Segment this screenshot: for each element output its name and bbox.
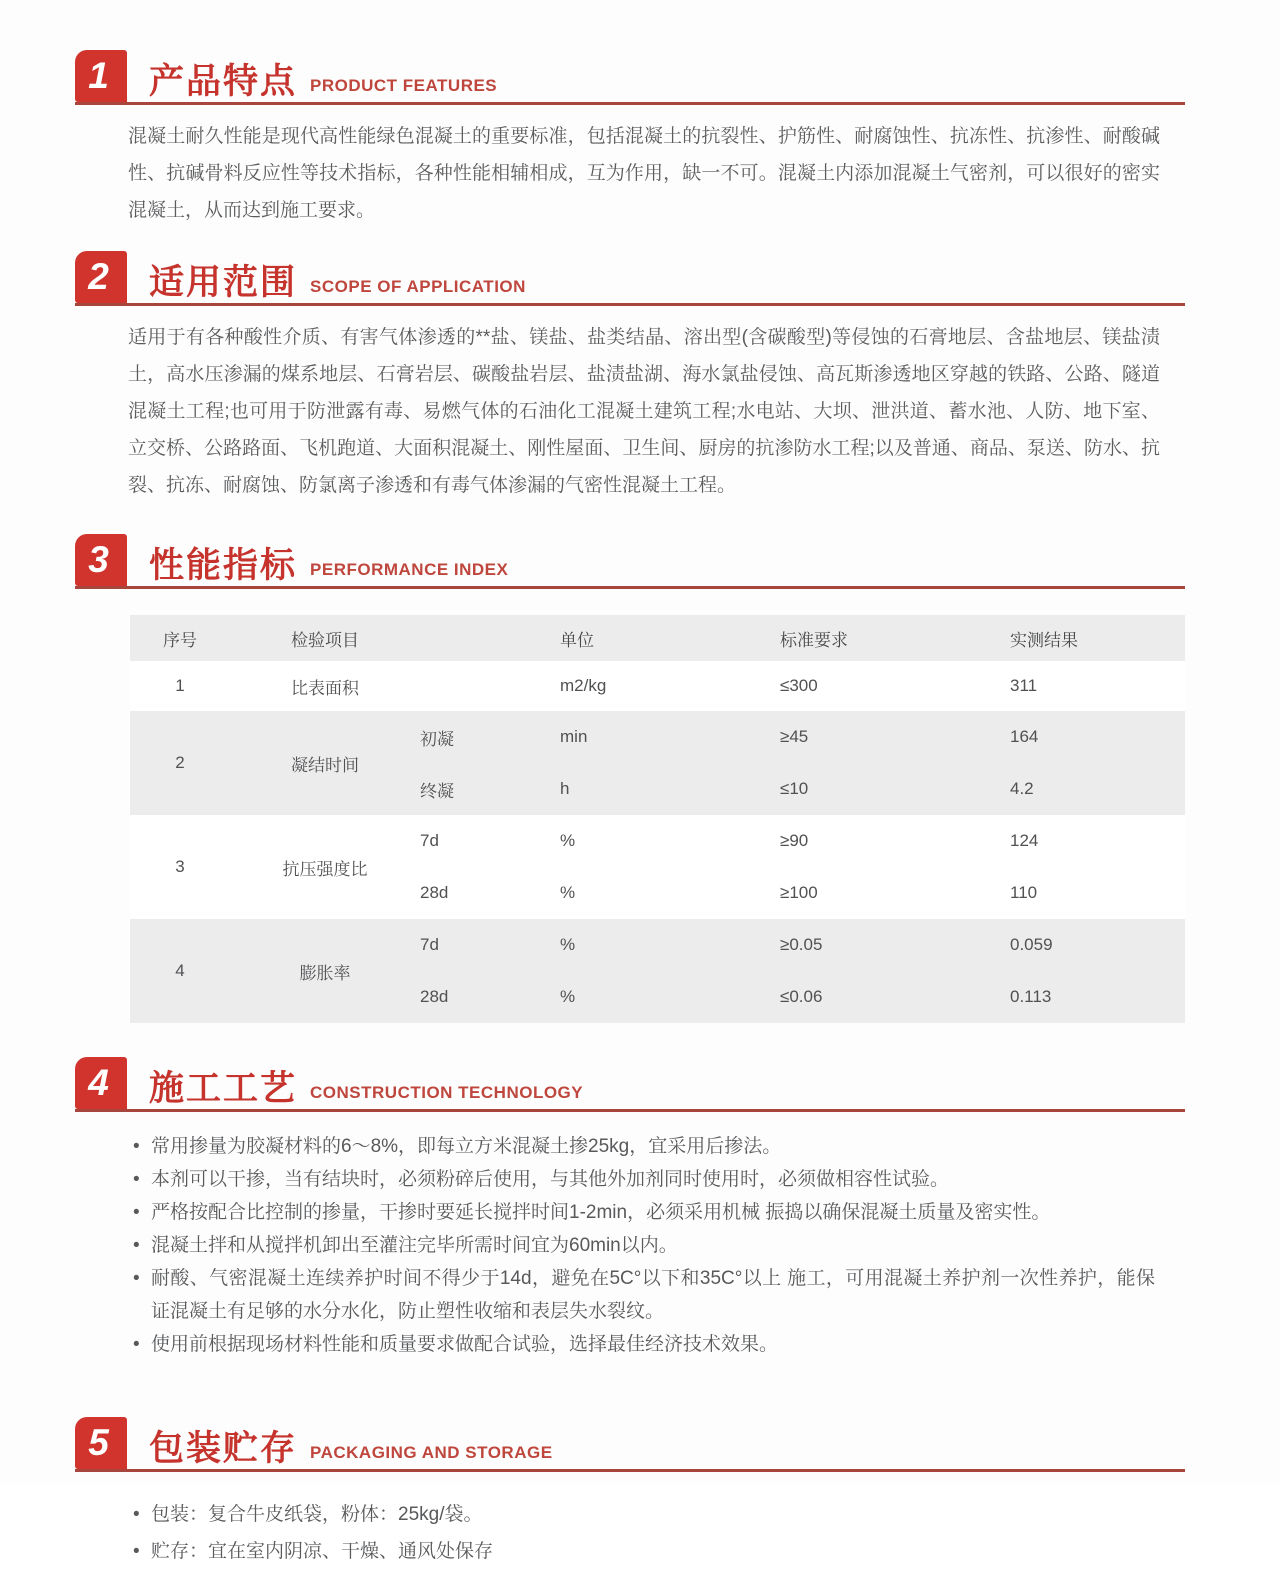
cell-result: 124: [1010, 831, 1039, 850]
cell-item: 比表面积: [291, 678, 359, 698]
section-scope-of-application: [75, 251, 1185, 504]
section-5-number-badge: 5: [75, 1417, 127, 1469]
section-2-paragraph: 适用于有各种酸性介质、有害气体渗透的**盐、镁盐、盐类结晶、溶出型(含碳酸型)等侵蚀的石膏地层、含盐地层、镁盐渍土，高水压渗漏的煤系地层、石膏岩层、碳酸盐岩层、盐渍盐湖、海水氯盐侵蚀、高瓦斯渗透地区穿越的铁路、公路、隧道混凝土工程;也可用于防泄露有毒、易燃气体的石油化工混凝土建筑工程;水电站、大坝、泄洪道、蓄水池、人防、地下室、立交桥、公路路面、飞机跑道、大面积混凝土、刚性屋面、卫生间、厨房的抗渗防水工程;以及普通、商品、泵送、防水、抗裂、抗冻、耐腐蚀、防氯离子渗透和有毒气体渗漏的气密性混凝土工程。: [128, 327, 1160, 496]
cell-seq: 1: [175, 676, 185, 695]
section-product-features: [75, 50, 1185, 229]
cell-seq: 3: [175, 857, 185, 876]
section-5-title-en: PACKAGING AND STORAGE: [310, 1443, 553, 1462]
cell-result: 311: [1010, 676, 1038, 695]
header-result: 实测结果: [1010, 630, 1078, 650]
section-3-header: [75, 534, 1185, 589]
cell-unit: min: [560, 727, 588, 746]
cell-unit: %: [560, 831, 576, 850]
table-row: [130, 661, 1185, 711]
list-item: • 本剂可以干掺，当有结块时，必须粉碎后使用，与其他外加剂同时使用时，必须做相容性试验。: [133, 1163, 1155, 1196]
cell-item: 膨胀率: [299, 963, 351, 983]
section-4-number-badge: 4: [75, 1057, 127, 1109]
cell-unit: %: [560, 935, 576, 954]
cell-sub: 终凝: [420, 781, 454, 801]
section-1-title-zh: 产品特点: [149, 62, 298, 101]
cell-result: 4.2: [1010, 779, 1034, 798]
cell-result: 164: [1010, 727, 1039, 746]
section-4-title-zh: 施工工艺: [149, 1069, 298, 1108]
section-2-title-en: SCOPE OF APPLICATION: [310, 277, 526, 296]
list-item: • 严格按配合比控制的掺量，干掺时要延长搅拌时间1-2min，必须采用机械 振捣以确保混凝土质量及密实性。: [133, 1196, 1155, 1229]
cell-sub-empty: [420, 661, 560, 711]
cell-seq: 4: [175, 961, 185, 980]
list-item: • 常用掺量为胶凝材料的6～8%，即每立方米混凝土掺25kg，宜采用后掺法。: [133, 1130, 1155, 1163]
performance-table: [130, 615, 1185, 1023]
header-item: 检验项目: [291, 630, 359, 650]
section-packaging-and-storage: [75, 1417, 1185, 1570]
cell-sub: 28d: [420, 883, 449, 902]
list-item: • 混凝土拌和从搅拌机卸出至灌注完毕所需时间宜为60min以内。: [133, 1229, 1155, 1262]
section-3-number-badge: 3: [75, 534, 127, 586]
header-standard: 标准要求: [780, 630, 848, 650]
section-1-number-badge: 1: [75, 50, 127, 102]
section-4-header: [75, 1057, 1185, 1112]
list-item: • 贮存：宜在室内阴凉、干燥、通风处保存: [133, 1533, 1155, 1570]
cell-item: 凝结时间: [291, 755, 359, 775]
construction-bullet-list: [133, 1130, 1155, 1361]
section-1-title-en: PRODUCT FEATURES: [310, 76, 498, 95]
cell-result: 110: [1010, 883, 1038, 902]
cell-unit: m2/kg: [560, 676, 607, 695]
table-row: [130, 919, 1185, 971]
list-item: • 耐酸、气密混凝土连续养护时间不得少于14d，避免在5C°以下和35C°以上 施工，可用混凝土养护剂一次性养护，能保证混凝土有足够的水分水化，防止塑性收缩和表层失水裂纹。: [133, 1262, 1155, 1328]
list-item: • 包装：复合牛皮纸袋，粉体：25kg/袋。: [133, 1496, 1155, 1533]
section-3-title-en: PERFORMANCE INDEX: [310, 560, 509, 579]
cell-unit: %: [560, 987, 576, 1006]
cell-item: 抗压强度比: [282, 859, 368, 879]
packaging-bullet-list: [133, 1496, 1155, 1570]
cell-result: 0.059: [1010, 935, 1053, 954]
table-row: [130, 815, 1185, 867]
section-3-title-zh: 性能指标: [149, 546, 298, 585]
cell-standard: ≤300: [780, 676, 818, 695]
section-5-title-zh: 包装贮存: [149, 1429, 298, 1468]
cell-standard: ≤0.06: [780, 987, 823, 1006]
cell-unit: h: [560, 779, 570, 798]
cell-unit: %: [560, 883, 576, 902]
cell-standard: ≥100: [780, 883, 818, 902]
header-unit: 单位: [560, 630, 594, 650]
section-construction-technology: [75, 1057, 1185, 1361]
section-performance-index: [75, 534, 1185, 1023]
section-2-number-badge: 2: [75, 251, 127, 303]
header-seq: 序号: [163, 630, 197, 650]
section-5-header: [75, 1417, 1185, 1472]
performance-table-header-row: [130, 615, 1185, 661]
cell-sub: 7d: [420, 831, 439, 850]
section-2-header: [75, 251, 1185, 306]
cell-standard: ≥45: [780, 727, 809, 746]
cell-sub: 初凝: [420, 729, 454, 749]
cell-seq: 2: [175, 753, 185, 772]
header-sub-empty: [420, 615, 560, 661]
section-1-paragraph: 混凝土耐久性能是现代高性能绿色混凝土的重要标准，包括混凝土的抗裂性、护筋性、耐腐蚀性、抗冻性、抗渗性、耐酸碱性、抗碱骨料反应性等技术指标，各种性能相辅相成，互为作用，缺一不可。混凝土内添加混凝土气密剂，可以很好的密实混凝土，从而达到施工要求。: [128, 126, 1160, 221]
section-4-title-en: CONSTRUCTION TECHNOLOGY: [310, 1083, 584, 1102]
section-2-title-zh: 适用范围: [149, 263, 298, 302]
cell-standard: ≥0.05: [780, 935, 823, 954]
section-1-header: [75, 50, 1185, 105]
cell-standard: ≥90: [780, 831, 809, 850]
cell-result: 0.113: [1010, 987, 1052, 1006]
table-row: [130, 711, 1185, 763]
cell-sub: 28d: [420, 987, 449, 1006]
list-item: • 使用前根据现场材料性能和质量要求做配合试验，选择最佳经济技术效果。: [133, 1328, 1155, 1361]
cell-sub: 7d: [420, 935, 439, 954]
cell-standard: ≤10: [780, 779, 809, 798]
